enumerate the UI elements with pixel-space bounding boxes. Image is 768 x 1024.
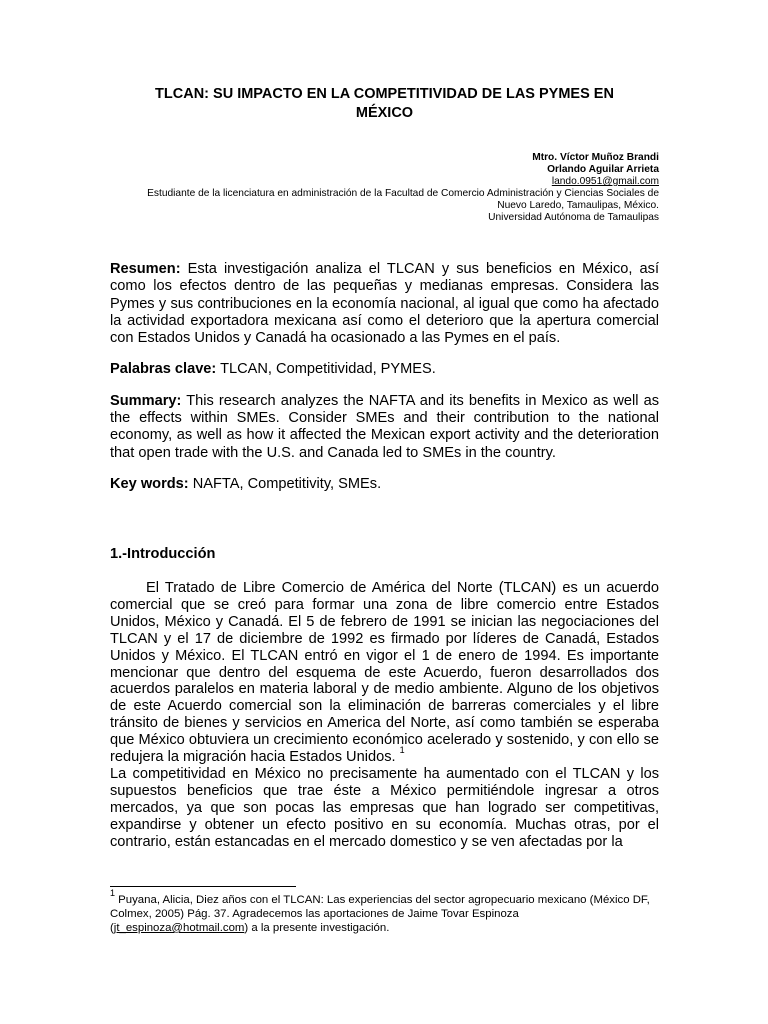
- abstract-block: [110, 261, 659, 507]
- keywords-paragraph: [110, 476, 659, 493]
- title-line-1: TLCAN: SU IMPACTO EN LA COMPETITIVIDAD DE LAS PYMES EN: [155, 86, 614, 102]
- summary-text: This research analyzes the NAFTA and its benefits in Mexico as well as the effects within SMEs. Consider SMEs and their contribution to the national economy, as well as how it affected the Mexican export activity and the deterioration that open trade with the U.S. and Canada led to SMEs in the country.: [110, 392, 659, 461]
- footnote-number: 1: [110, 888, 116, 899]
- section-heading: 1.-Introducción: [110, 546, 216, 562]
- author-block: [110, 152, 659, 224]
- footnote-reference[interactable]: 1: [399, 745, 405, 756]
- introduction-body: [110, 580, 659, 851]
- resumen-text: Esta investigación analiza el TLCAN y sus beneficios en México, así como los efectos dentro de las pequeñas y medianas empresas. Considera las Pymes y sus contribuciones en la economía nacional, al igual que como ha afectado la actividad exportadora mexicana así como el deterioro que la apertura comercial con Estados Unidos y Canadá ha ocasionado a las Pymes en el país.: [110, 261, 659, 347]
- affiliation-line-2: Nuevo Laredo, Tamaulipas, México.: [497, 200, 659, 211]
- resumen-paragraph: [110, 261, 659, 347]
- footnote-divider: [110, 886, 296, 887]
- resumen-label: Resumen:: [110, 261, 181, 277]
- paper-title: [110, 85, 659, 123]
- summary-paragraph: [110, 393, 659, 462]
- palabras-clave-label: Palabras clave:: [110, 361, 217, 378]
- author-email-link[interactable]: lando.0951@gmail.com: [551, 176, 659, 187]
- palabras-clave-text: TLCAN, Competitividad, PYMES.: [216, 361, 436, 378]
- footnote: [110, 888, 659, 935]
- keywords-text: NAFTA, Competitivity, SMEs.: [188, 475, 382, 492]
- summary-label: Summary:: [110, 392, 182, 409]
- footnote-text-a: Puyana, Alicia, Diez años con el TLCAN: Las experiencias del sector agropecuario mexicano (México DF, Colmex, 2005) Pág. 37. Agradecemos las aportaciones de Jaime Tovar Espinoza (: [110, 894, 650, 934]
- author-2: Orlando Aguilar Arrieta: [547, 164, 659, 175]
- intro-paragraph-1: [110, 580, 659, 766]
- footnote-email-link[interactable]: jt_espinoza@hotmail.com: [113, 922, 245, 934]
- affiliation-line-3: Universidad Autónoma de Tamaulipas: [488, 212, 659, 223]
- keywords-label: Key words:: [110, 475, 189, 492]
- footnote-text-b: ) a la presente investigación.: [244, 922, 390, 934]
- intro-paragraph-1-text: El Tratado de Libre Comercio de América del Norte (TLCAN) es un acuerdo comercial que se creó para formar una zona de libre comercio entre Estados Unidos, México y Canadá. El 5 de febrero de 1991 se inician las negociaciones del TLCAN y el 17 de diciembre de 1992 es firmado por líderes de Canadá, Estados Unidos y México. El TLCAN entró en vigor el 1 de enero de 1994. Es importante mencionar que dentro del esquema de este Acuerdo, fueron desarrollados dos acuerdos paralelos en materia laboral y de medio ambiente. Alguno de los objetivos de este Acuerdo comercial son la eliminación de barreras comerciales y el libre tránsito de bienes y servicios en America del Norte, así como también se esperaba que México obtuviera un crecimiento económico acelerado y sostenido, y con ello se redujera la migración hacia Estados Unidos.: [110, 580, 659, 766]
- title-line-2: MÉXICO: [355, 105, 414, 121]
- author-1: Mtro. Víctor Muñoz Brandi: [532, 152, 659, 163]
- intro-paragraph-2: La competitividad en México no precisamente ha aumentado con el TLCAN y los supuestos beneficios que trae éste a México permitiéndole ingresar a otros mercados, ya que son pocas las empresas que han logrado ser competitivas, expandirse y obtener un efecto positivo en su economía. Muchas otras, por el contrario, están estancadas en el mercado domestico y se ven afectadas por la: [110, 765, 659, 850]
- palabras-clave-paragraph: [110, 361, 659, 378]
- affiliation-line-1: Estudiante de la licenciatura en administración de la Facultad de Comercio Administración y Ciencias Sociales de: [147, 188, 659, 199]
